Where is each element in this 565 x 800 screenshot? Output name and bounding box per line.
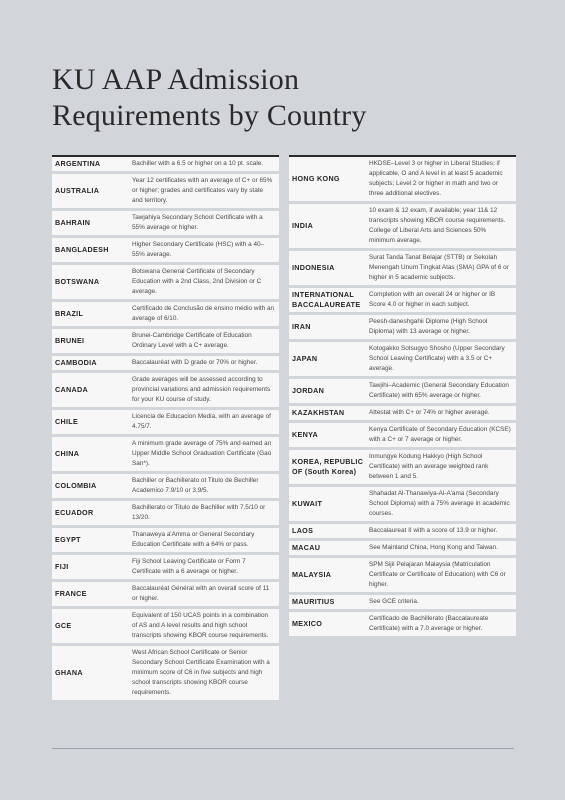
country-name: JAPAN [292,354,318,363]
country-name: GHANA [55,668,83,677]
requirement-text: Tawjahiya Secondary School Certificate with a 55% average or higher. [132,214,263,231]
country-row [52,501,279,525]
country-row [289,524,516,538]
requirement-text: Inmungye Kodung Hakkyo (High School Certificate) with an average weighted rank between 1 and 5. [369,453,489,480]
country-row [52,555,279,579]
country-name: BRUNEI [55,336,85,345]
country-name: INDONESIA [292,263,335,272]
country-row [289,315,516,339]
country-name: MALAYSIA [292,570,332,579]
country-row [289,379,516,403]
country-name: INTERNATIONAL BACCALAUREATE [292,290,361,309]
country-row [52,528,279,552]
requirement-text: Baccalauréat with D grade or 70% or higher. [132,359,258,366]
country-name: LAOS [292,526,314,535]
requirement-text: Certificado de Bachillerato (Baccalaureate Certificate) with a 7.0 average or higher. [369,615,489,632]
requirement-text: Tawjihi–Academic (General Secondary Education Certificate) with 65% average or higher. [369,382,509,399]
left-requirements-column [52,155,279,703]
requirement-text: Year 12 certificates with an average of C+ or 65% or higher; grades and certificates vary by state and territory. [132,177,273,204]
requirement-text: 10 exam & 12 exam, if available; year 11& 12 transcripts showing KBOR course requirements. College of Liberal Arts and Sciences 50% minimum average. [369,207,506,244]
country-name: FIJI [55,562,69,571]
country-row [289,450,516,484]
country-name: CANADA [55,385,88,394]
country-name: MAURITIUS [292,597,335,606]
country-name: JORDAN [292,386,325,395]
country-row [52,582,279,606]
requirement-text: Kenya Certificate of Secondary Education (KCSE) with a C+ or 7 average or higher. [369,426,511,443]
country-row [289,406,516,420]
requirement-text: Equivalent of 150 UCAS points in a combination of AS and A level results and high school transcripts showing KBOR course requirements. [132,612,269,639]
country-name: CHILE [55,417,79,426]
country-row [289,487,516,521]
country-name: BOTSWANA [55,277,100,286]
country-name: CHINA [55,449,80,458]
country-name: BRAZIL [55,309,84,318]
requirement-text: Peesh-daneshgahii Diplome (High School Diploma) with 13 average or higher. [369,318,488,335]
country-name: FRANCE [55,589,87,598]
country-name: KUWAIT [292,499,323,508]
country-row [52,238,279,262]
requirement-text: Attestat with C+ or 74% or higher average. [369,409,490,416]
requirement-text: Licencia de Educacion Media, with an average of 4.75/7. [132,413,271,430]
country-row [52,155,279,171]
country-name: MEXICO [292,619,323,628]
country-name: BANGLADESH [55,245,109,254]
country-row [289,204,516,248]
page-title [52,62,367,134]
requirement-text: Bachiller with a 6.5 or higher on a 10 pt. scale. [132,160,264,167]
country-row [289,612,516,636]
requirement-text: SPM Sijil Pelajaran Malaysia (Matriculation Certificate or Certificate of Education) with C6 or higher. [369,561,506,588]
country-row [52,609,279,643]
requirement-text: Kotogakko Sotsugyo Shosho (Upper Secondary School Leaving Certificate) with a 3.5 or C+ average. [369,345,505,372]
country-row [52,373,279,407]
country-row [289,288,516,312]
country-row [52,646,279,700]
requirement-text: Baccalauréat Général with an overall score of 11 or higher. [132,585,270,602]
country-name: KOREA, REPUBLIC OF (South Korea) [292,457,364,476]
country-row [289,423,516,447]
requirement-text: Grade averages will be assessed according to provincial variations and admission requirements for your KU course of study. [132,376,271,403]
country-row [52,265,279,299]
requirement-text: Fiji School Leaving Certificate or Form 7 Certificate with a 6 average or higher. [132,558,246,575]
country-name: KAZAKHSTAN [292,408,345,417]
country-name: CAMBODIA [55,358,97,367]
country-row [52,174,279,208]
requirement-text: Higher Secondary Certificate (HSC) with a 40–55% average. [132,241,265,258]
requirement-text: Bachillerato or Titulo de Bachiller with 7.5/10 or 13/20. [132,504,266,521]
right-requirements-column [289,155,516,639]
country-row [289,558,516,592]
requirement-text: Surat Tanda Tanat Belajar (STTB) or Sekolah Menengah Unum Tingkat Atas (SMA) GPA of 6 or higher in 5 academic subjects. [369,254,509,281]
country-row [52,211,279,235]
country-name: KENYA [292,430,318,439]
requirement-text: Baccalaureat II with a score of 13.9 or higher. [369,527,498,534]
country-name: COLOMBIA [55,481,97,490]
country-row [289,251,516,285]
title-line-1: KU AAP Admission [52,63,300,96]
country-name: ECUADOR [55,508,94,517]
requirement-text: HKDSE–Level 3 or higher in Liberal Studies; if applicable, O and A level in at least 5 academic subjects; Level 2 or higher in math and two or three additional electives. [369,160,503,197]
requirement-text: See GCE criteria. [369,598,419,605]
country-name: IRAN [292,322,311,331]
requirement-text: Brunei-Cambridge Certificate of Education Ordinary Level with a C+ average. [132,332,252,349]
country-row [289,595,516,609]
country-row [52,302,279,326]
country-row [289,342,516,376]
requirement-text: See Mainland China, Hong Kong and Taiwan. [369,544,498,551]
country-name: HONG KONG [292,174,340,183]
bottom-divider [52,748,514,749]
requirement-text: Botswana General Certificate of Secondary Education with a 2nd Class, 2nd Division or C average. [132,268,262,295]
country-row [289,155,516,201]
country-name: ARGENTINA [55,159,101,168]
country-row [52,410,279,434]
country-name: EGYPT [55,535,81,544]
country-name: AUSTRALIA [55,186,100,195]
requirement-text: Bachiller or Bachillerato ot Titulo de Bechiller Academico 7.9/10 or 3.9/5. [132,477,259,494]
title-line-2: Requirements by Country [52,99,367,132]
country-name: BAHRAIN [55,218,91,227]
country-row [52,356,279,370]
country-row [52,329,279,353]
requirement-text: Certificado de Conclusão de ensino médio with an average of 6/10. [132,305,275,322]
requirement-text: Completion with an overall 24 or higher or IB Score 4.0 or higher in each subject. [369,291,496,308]
country-row [289,541,516,555]
country-name: GCE [55,621,72,630]
requirement-text: West African School Certificate or Senior Secondary School Certificate Examination with a minimum score of C6 in five subjects and high school transcripts showing KBOR course requirements. [132,649,270,696]
requirement-text: Thanaweya a'Amma or General Secondary Education Certificate with a 64% or pass. [132,531,255,548]
country-row [52,474,279,498]
requirement-text: Shahadat Al-Thanawiya-Al-A'ama (Secondary School Diploma) with a 75% average in academic courses. [369,490,510,517]
country-name: MACAU [292,543,321,552]
country-name: INDIA [292,221,314,230]
country-row [52,437,279,471]
requirement-text: A minimum grade average of 75% and earned an Upper Middle School Graduation Certificate (Gao San*). [132,440,272,467]
